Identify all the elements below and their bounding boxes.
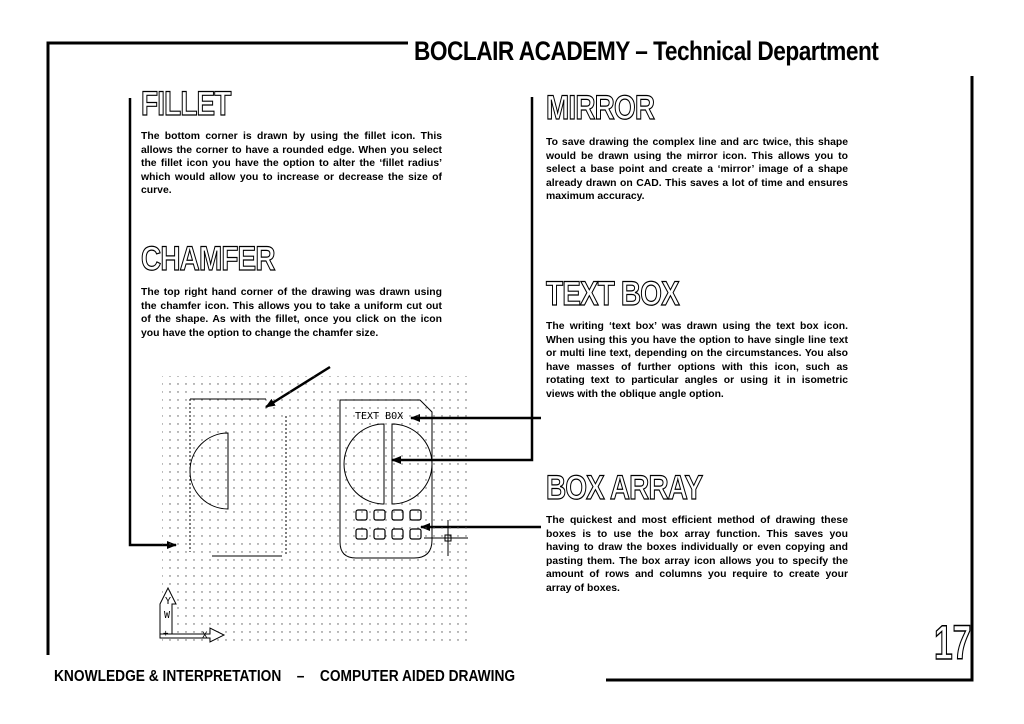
footer-left-label: KNOWLEDGE & INTERPRETATION [54,668,282,685]
fillet-heading: FILLET [141,85,231,123]
fillet-text: The bottom corner is drawn by using the fillet icon. This allows the corner to have a rounded edge. When you select the fillet icon you have the option to alter the ‘fillet radius’ which would allow you to increase or decrease the size of curve. [141,131,442,197]
footer-caption [54,668,531,686]
chamfer-text: The top right hand corner of the drawing was drawn using the chamfer icon. This allows you to take a uniform cut out of the shape. As with the fillet, once you click on the icon you have the option to change the chamfer size. [141,287,442,339]
footer-dash: – [296,668,305,685]
cad-text-box-label: TEXT BOX [355,411,404,422]
ucs-w-label: W [164,610,171,621]
text-box-text: The writing ‘text box’ was drawn using the text box icon. When using this you have the option to have single line text or multi line text, depending on the circumstances. You also have masses of further options with this icon, such as rotating text to particular angles or using it in isometric views with the oblique angle option. [546,321,848,400]
text-box-heading: TEXT BOX [546,275,679,313]
cad-drawing [158,372,470,647]
mirror-text: To save drawing the complex line and arc twice, this shape would be drawn using the mirror icon. This allows you to select a base point and create a ‘mirror’ image of a shape already drawn on CAD. This saves a lot of time and ensures maximum accuracy. [546,137,848,203]
box-array-text: The quickest and most efficient method of drawing these boxes is to use the box array function. This saves you having to draw the boxes individually or even copying and pasting them. The box array icon allows you to specify the amount of rows and columns you require to create your array of boxes. [546,515,848,594]
ucs-plus-mark: + [163,629,169,639]
mirror-heading: MIRROR [546,89,655,127]
footer-right-label: COMPUTER AIDED DRAWING [319,668,516,685]
box-array-heading: BOX ARRAY [546,469,703,507]
page-title: BOCLAIR ACADEMY – Technical Department [414,36,879,66]
chamfer-heading: CHAMFER [141,240,275,278]
ucs-x-label: X [202,631,208,641]
ucs-y-label: Y [165,596,172,607]
cad-grid [162,376,468,642]
page-number: 17 [934,617,972,670]
